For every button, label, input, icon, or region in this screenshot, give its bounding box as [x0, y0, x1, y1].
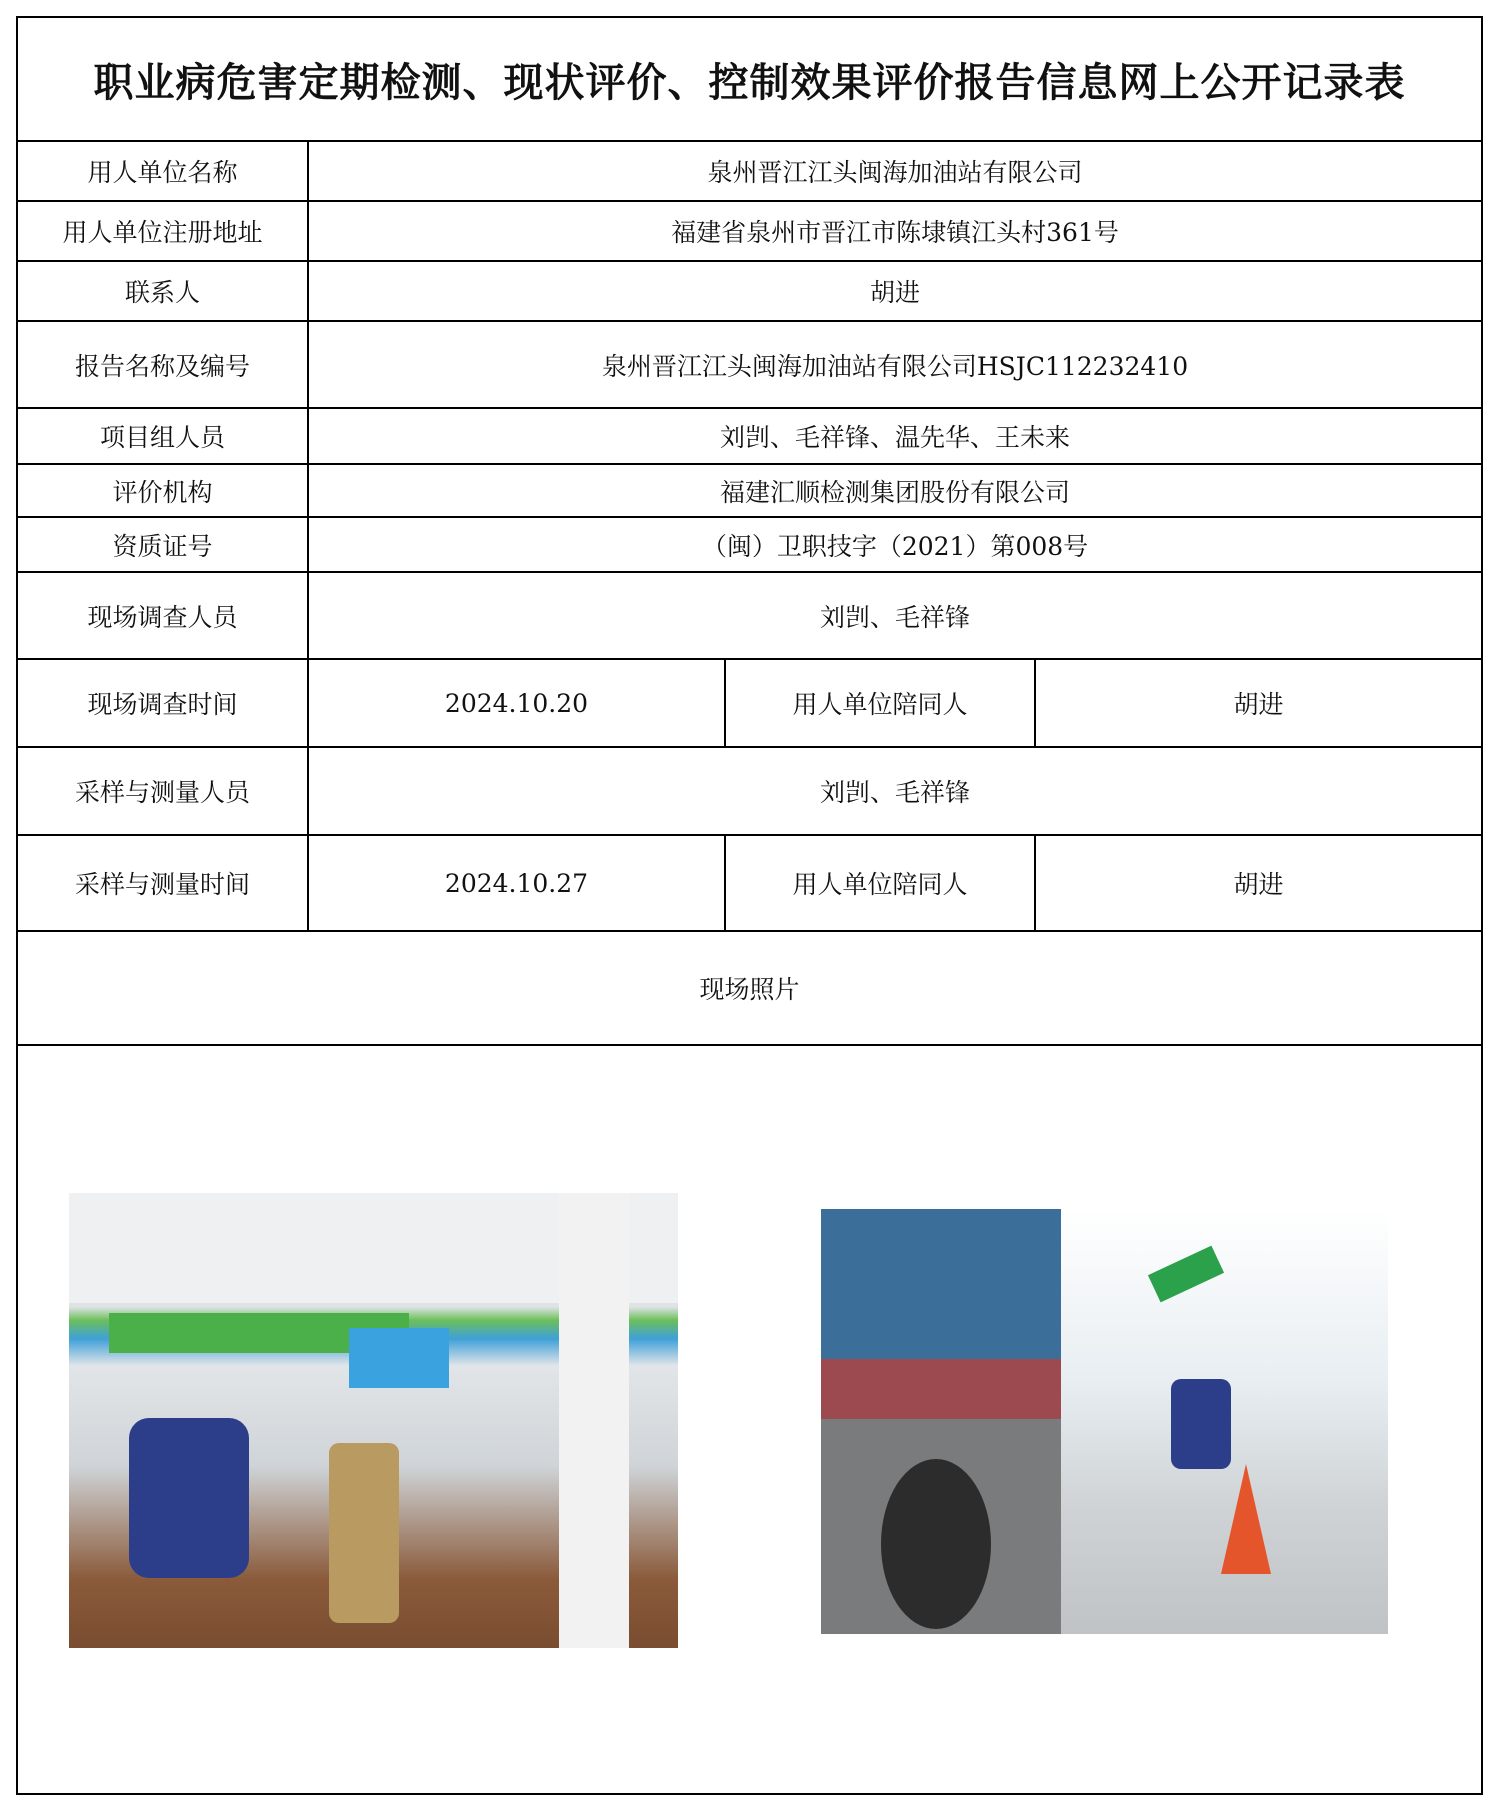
- value: 泉州晋江江头闽海加油站有限公司HSJC112232410: [601, 351, 1189, 381]
- site-photo-store-interior: [69, 1193, 678, 1648]
- label: 报告名称及编号: [18, 322, 309, 407]
- row-survey-staff: [18, 573, 1481, 660]
- value: 胡进: [869, 278, 920, 307]
- row-sampling-staff: [18, 748, 1481, 836]
- row-agency: [18, 465, 1481, 518]
- row-employer-name: [18, 142, 1481, 202]
- row-sampling-time: [18, 836, 1481, 932]
- value: 2024.10.27: [309, 836, 726, 930]
- label: 项目组人员: [18, 409, 309, 463]
- value: 2024.10.20: [309, 660, 726, 746]
- row-photos-header: [18, 932, 1481, 1046]
- label: 采样与测量人员: [18, 748, 309, 834]
- label: 现场调查人员: [18, 573, 309, 658]
- companion-value: 胡进: [1233, 870, 1284, 899]
- label: 现场调查时间: [18, 660, 309, 746]
- disclosure-record-table: [16, 16, 1483, 1795]
- value: 刘剀、毛祥锋: [819, 602, 970, 632]
- value: 福建汇顺检测集团股份有限公司: [719, 477, 1070, 507]
- row-contact: [18, 262, 1481, 322]
- label: 联系人: [18, 262, 309, 320]
- row-employer-address: [18, 202, 1481, 262]
- value: 刘剀、毛祥锋: [819, 778, 970, 807]
- label: 资质证号: [18, 518, 309, 571]
- label: 采样与测量时间: [18, 836, 309, 930]
- row-project-team: [18, 409, 1481, 465]
- label: 用人单位注册地址: [18, 202, 309, 260]
- companion-label: 用人单位陪同人: [726, 660, 1036, 746]
- site-photo-fuel-pump: [821, 1209, 1388, 1634]
- row-survey-time: [18, 660, 1481, 748]
- value: （闽）卫职技字（2021）第008号: [701, 531, 1089, 561]
- companion-value: 胡进: [1233, 690, 1284, 719]
- value: 泉州晋江江头闽海加油站有限公司: [707, 158, 1083, 187]
- row-report: [18, 322, 1481, 409]
- page-title: 职业病危害定期检测、现状评价、控制效果评价报告信息网上公开记录表: [18, 18, 1481, 142]
- value: 福建省泉州市晋江市陈埭镇江头村361号: [671, 218, 1119, 247]
- label: 评价机构: [18, 465, 309, 516]
- companion-label: 用人单位陪同人: [726, 836, 1036, 930]
- photos-label: 现场照片: [699, 975, 800, 1004]
- row-qualification: [18, 518, 1481, 573]
- value: 刘剀、毛祥锋、温先华、王未来: [719, 423, 1070, 452]
- label: 用人单位名称: [18, 142, 309, 200]
